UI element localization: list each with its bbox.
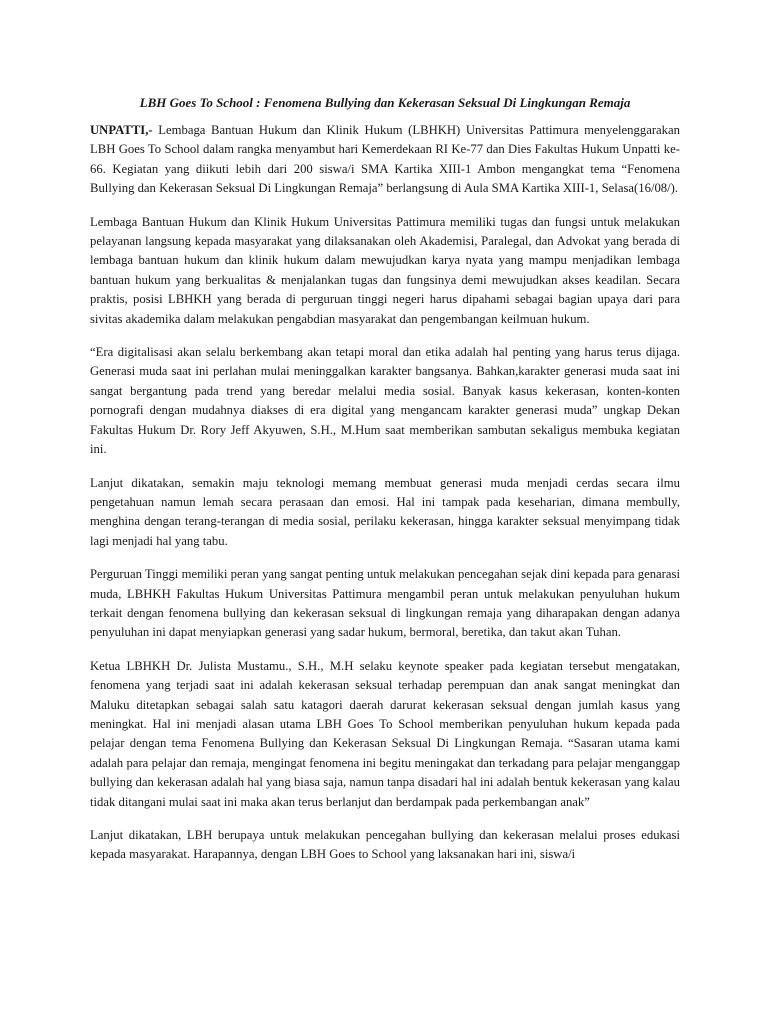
- paragraph-4: Lanjut dikatakan, semakin maju teknologi memang membuat generasi muda menjadi cerdas secara ilmu pengetahuan namun lemah secara perasaan dan emosi. Hal ini tampak pada keseharian, dimana membully, menghina dengan terang-terangan di media sosial, perilaku kekerasan, hingga karakter seksual menyimpang tidak lagi menjadi hal yang tabu.: [90, 475, 680, 548]
- paragraph-5: Perguruan Tinggi memiliki peran yang sangat penting untuk melakukan pencegahan sejak dini kepada para genarasi muda, LBHKH Fakultas Hukum Universitas Pattimura mengambil peran untuk melakukan penyuluhan hukum terkait dengan fenomena bullying dan kekerasan seksual di lingkungan remaja yang diharapakan dengan adanya penyuluhan ini dapat menyiapkan generasi yang sadar hukum, bermoral, beretika, dan takut akan Tuhan.: [90, 567, 680, 640]
- paragraph-7: Lanjut dikatakan, LBH berupaya untuk melakukan pencegahan bullying dan kekerasan melalui proses edukasi kepada masyarakat. Harapannya, dengan LBH Goes to School yang laksanakan hari ini, siswa/i: [90, 828, 680, 862]
- paragraph-1: [90, 121, 680, 199]
- paragraph-3: “Era digitalisasi akan selalu berkembang akan tetapi moral dan etika adalah hal penting yang harus terus dijaga. Generasi muda saat ini perlahan mulai meninggalkan karakter bangsanya. Bahkan,karakter generasi muda saat ini sangat bergantung pada trend yang beredar melalui media sosial. Banyak kasus kekerasan, konten-konten pornografi dengan mudahnya diakses di era digital yang mengancam karakter generasi muda” ungkap Dekan Fakultas Hukum Dr. Rory Jeff Akyuwen, S.H., M.Hum saat memberikan sambutan sekaligus membuka kegiatan ini.: [90, 345, 680, 457]
- paragraph-6: Ketua LBHKH Dr. Julista Mustamu., S.H., M.H selaku keynote speaker pada kegiatan tersebut mengatakan, fenomena yang terjadi saat ini adalah kekerasan seksual terhadap perempuan dan anak sangat meningkat dan Maluku ditetapkan sebagai salah satu katagori daerah darurat kekerasan seksual dengan jumlah kasus yang meningkat. Hal ini menjadi alasan utama LBH Goes To School memberikan penyuluhan hukum kepada pada pelajar dengan tema Fenomena Bullying dan Kekerasan Seksual Di Lingkungan Remaja. “Sasaran utama kami adalah para pelajar dan remaja, mengingat fenomena ini begitu meningakat dan terkadang para pelajar menganggap bullying dan kekerasan adalah hal yang biasa saja, namun tanpa disadari hal ini adalah bentuk kekerasan yang kalau tidak ditangani mulai saat ini maka akan terus berlanjut dan berdampak pada perkembangan anak”: [90, 658, 680, 809]
- dateline: UNPATTI,-: [90, 123, 153, 137]
- paragraph-2: Lembaga Bantuan Hukum dan Klinik Hukum Universitas Pattimura memiliki tugas dan fungsi untuk melakukan pelayanan langsung kepada masyarakat yang dilaksanakan oleh Akademisi, Paralegal, dan Advokat yang berada di lembaga bantuan hukum dan klinik hukum dalam mewujudkan karya nyata yang mampu menjadikan lembaga bantuan hukum yang berkualitas & menjalankan tugas dan fungsinya demi mewujudkan akses keadilan. Secara praktis, posisi LBHKH yang berada di perguruan tinggi negeri harus dipahami sebagai bagian upaya dari para sivitas akademika dalam melakukan pengabdian masyarakat dan pengembangan keilmuan hukum.: [90, 214, 680, 326]
- paragraph-1-text: Lembaga Bantuan Hukum dan Klinik Hukum (LBHKH) Universitas Pattimura menyelenggarakan LBH Goes To School dalam rangka menyambut hari Kemerdekaan RI Ke-77 dan Dies Fakultas Hukum Unpatti ke-66. Kegiatan yang diikuti lebih dari 200 siswa/i SMA Kartika XIII-1 Ambon mengangkat tema “Fenomena Bullying dan Kekerasan Seksual Di Lingkungan Remaja” berlangsung di Aula SMA Kartika XIII-1, Selasa(16/08/).: [90, 123, 680, 196]
- document-page: [90, 93, 680, 879]
- article-title: LBH Goes To School : Fenomena Bullying dan Kekerasan Seksual Di Lingkungan Remaja: [139, 95, 631, 110]
